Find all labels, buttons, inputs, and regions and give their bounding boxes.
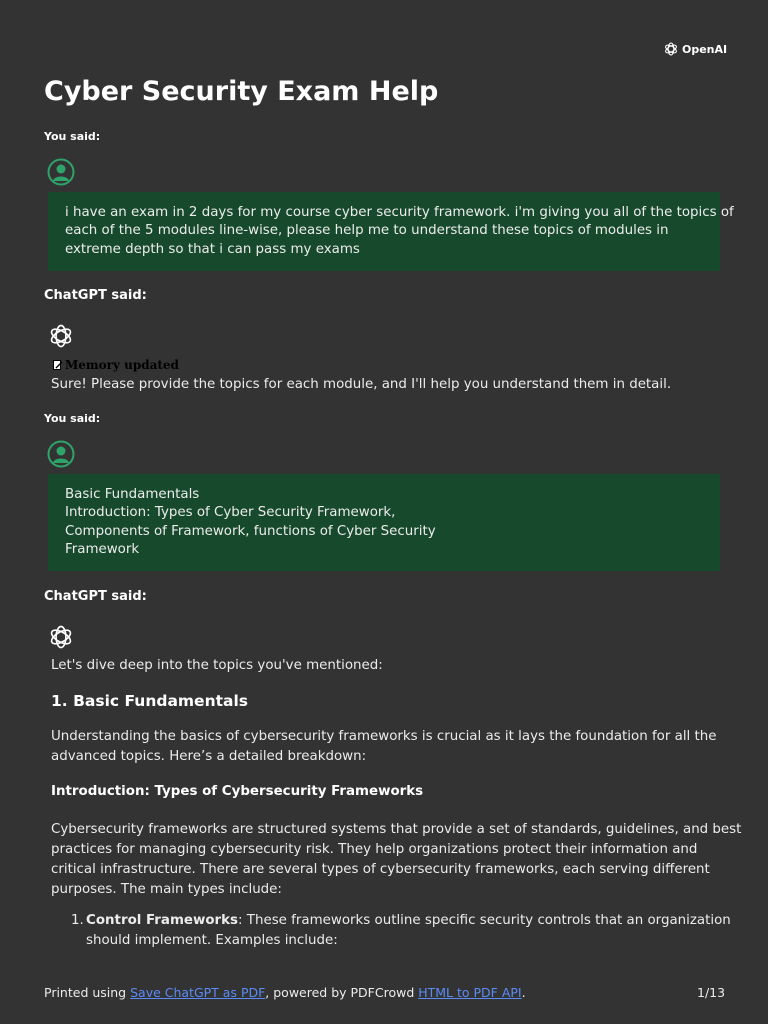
memory-updated-label: Memory updated (65, 358, 179, 372)
user-avatar-icon (47, 158, 75, 186)
list-number: 1. (71, 913, 84, 928)
user-label: You said: (44, 130, 101, 143)
user-label: You said: (44, 412, 101, 425)
footer-prefix: Printed using (44, 985, 131, 1000)
openai-logo-icon (663, 41, 679, 57)
list-text: should implement. Examples include: (86, 933, 338, 948)
memory-edit-icon (53, 360, 63, 371)
chatgpt-logo-icon (47, 322, 75, 350)
message-line: Framework (65, 541, 140, 557)
message-line: i have an exam in 2 days for my course cyber security framework. i'm giving you all of the topics of (65, 205, 734, 220)
brand-name: OpenAI (682, 42, 728, 56)
subheading: Introduction: Types of Cybersecurity Frameworks (51, 784, 424, 799)
page-title: Cyber Security Exam Help (44, 76, 439, 107)
user-message-bubble (48, 192, 734, 271)
memory-updated-notice (53, 358, 179, 372)
user-message-bubble (48, 474, 720, 571)
html-to-pdf-api-link[interactable]: HTML to PDF API (418, 985, 522, 1000)
chatgpt-label: ChatGPT said: (44, 288, 147, 303)
page-number: 1/13 (697, 985, 726, 1000)
reply-intro: Let's dive deep into the topics you've mentioned: (51, 658, 383, 673)
chatgpt-label: ChatGPT said: (44, 589, 147, 604)
paragraph-line: Cybersecurity frameworks are structured systems that provide a set of standards, guidelines, and best (51, 822, 742, 837)
paragraph-line: advanced topics. Here’s a detailed breakdown: (51, 749, 367, 764)
paragraph-line: Understanding the basics of cybersecurity frameworks is crucial as it lays the foundation for all the (51, 729, 717, 744)
paragraph-line: purposes. The main types include: (51, 882, 282, 897)
footer-middle: , powered by PDFCrowd (265, 985, 419, 1000)
message-line: extreme depth so that i can pass my exams (65, 241, 360, 257)
openai-brand (663, 41, 727, 57)
paragraph-line: practices for managing cybersecurity risk. They help organizations protect their information and (51, 842, 698, 857)
list-text: : These frameworks outline specific security controls that an organization (238, 913, 731, 928)
section-heading: 1. Basic Fundamentals (51, 692, 249, 710)
message-line: Basic Fundamentals (65, 487, 200, 502)
message-line: each of the 5 modules line-wise, please help me to understand these topics of modules in (65, 223, 669, 239)
print-footer (44, 985, 526, 1000)
save-chatgpt-pdf-link[interactable]: Save ChatGPT as PDF (130, 985, 266, 1000)
user-avatar-icon (47, 440, 75, 468)
chatgpt-logo-icon (47, 623, 75, 651)
paragraph (51, 820, 741, 900)
message-line: Introduction: Types of Cyber Security Framework, (65, 505, 396, 521)
list-term: Control Frameworks (86, 913, 239, 928)
footer-suffix: . (521, 985, 526, 1000)
chatgpt-reply: Sure! Please provide the topics for each module, and I'll help you understand them in detail. (51, 377, 672, 392)
message-line: Components of Framework, functions of Cyber Security (65, 523, 436, 539)
paragraph-line: critical infrastructure. There are several types of cybersecurity frameworks, each serving different (51, 862, 710, 877)
paragraph (51, 727, 717, 767)
